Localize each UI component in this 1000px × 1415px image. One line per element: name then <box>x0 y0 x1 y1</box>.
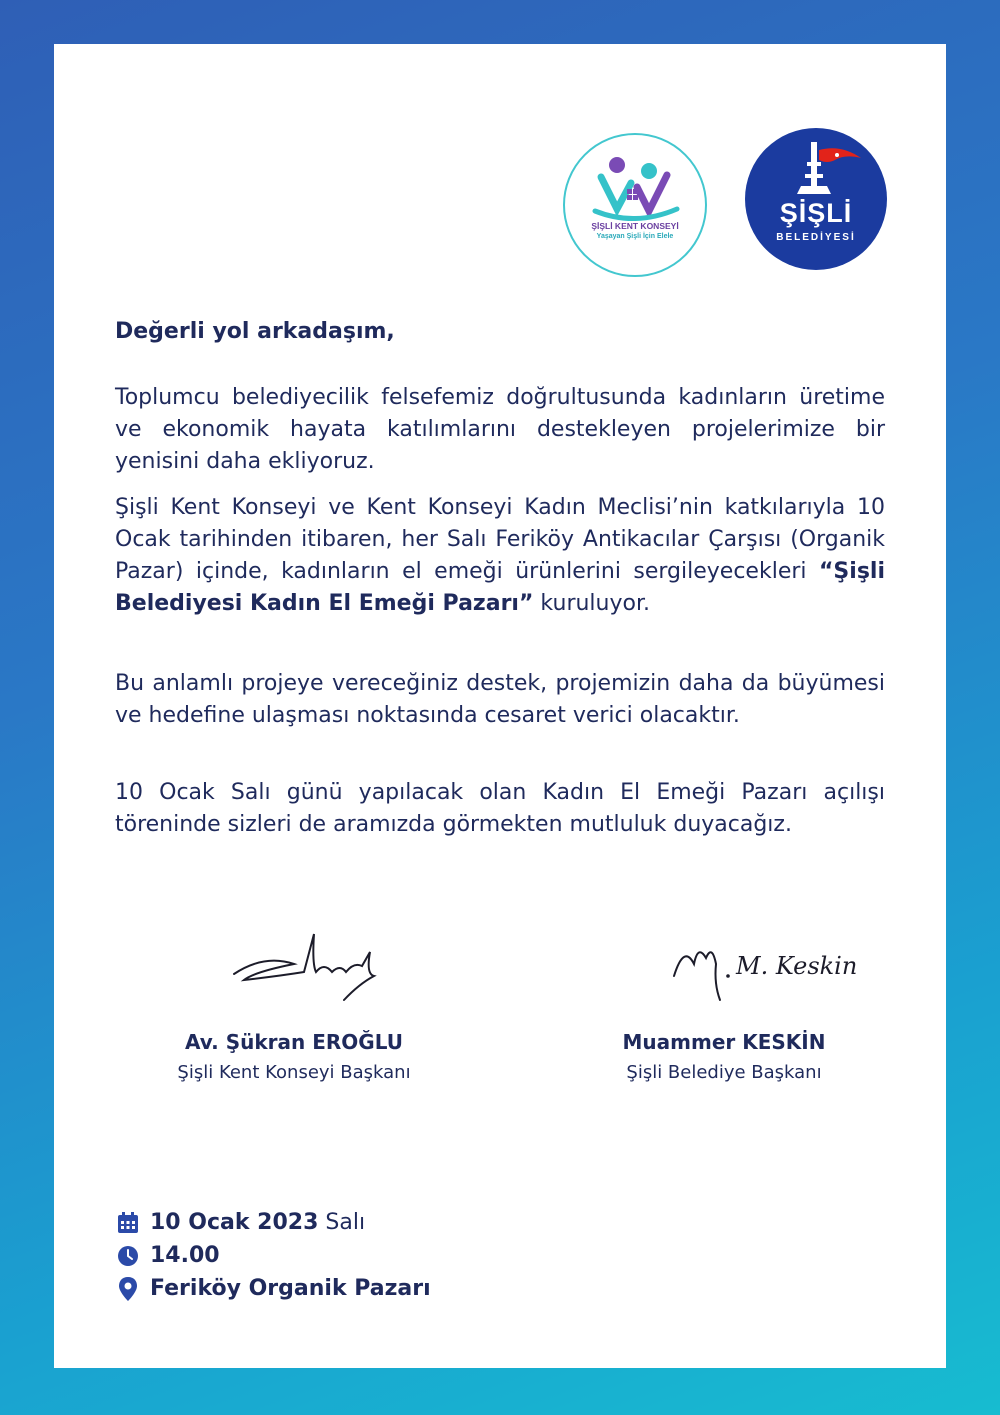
kent-konseyi-logo-slogan: Yaşayan Şişli İçin Elele <box>596 233 674 240</box>
letter-paragraph-2 <box>115 492 885 620</box>
signature-eroglu <box>194 914 394 1014</box>
event-details <box>116 1206 431 1305</box>
signatory-role-eroglu: Şişli Kent Konseyi Başkanı <box>177 1062 411 1083</box>
letter-paragraph-4: 10 Ocak Salı günü yapılacak olan Kadın El Emeği Pazarı açılışı töreninde sizleri de aramızda görmekten mutluluk duyacağız. <box>115 780 885 837</box>
calendar-icon <box>116 1211 140 1235</box>
sisli-belediyesi-logo <box>745 128 887 270</box>
letter-paragraph-3: Bu anlamlı projeye vereceğiniz destek, projemizin daha da büyümesi ve hedefine ulaşması noktasında cesaret verici olacaktır. <box>115 671 885 728</box>
paragraph-2-end: kuruluyor. <box>533 591 650 616</box>
event-location: Feriköy Organik Pazarı <box>150 1276 431 1301</box>
kent-konseyi-logo-name: ŞİŞLİ KENT KONSEYİ <box>591 221 679 231</box>
event-date-row <box>116 1206 431 1239</box>
belediye-logo-subtitle: BELEDİYESİ <box>776 232 856 243</box>
signatory-name-eroglu: Av. Şükran EROĞLU <box>185 1030 403 1054</box>
sisli-kent-konseyi-logo <box>563 133 707 277</box>
event-day: Salı <box>318 1210 366 1235</box>
signature-block-keskin <box>574 914 874 1083</box>
signatory-role-keskin: Şişli Belediye Başkanı <box>626 1062 822 1083</box>
paragraph-2-start: Şişli Kent Konseyi ve Kent Konseyi Kadın Meclisi’nin katkılarıyla 10 Ocak tarihinden itibaren, her Salı Feriköy Antikacılar Çarşısı (Organik Pazar) içinde, kadınların el emeği ürünlerini sergileyecekleri <box>115 495 885 584</box>
map-pin-icon <box>116 1277 140 1301</box>
letter-greeting: Değerli yol arkadaşım, <box>115 319 395 344</box>
signature-block-eroglu <box>144 914 444 1083</box>
keskin-signature-text: M. Keskin <box>736 952 858 980</box>
event-location-row <box>116 1272 431 1305</box>
market-name-highlight: “Şişli Belediyesi Kadın El Emeği Pazarı” <box>115 559 885 616</box>
event-time-row <box>116 1239 431 1272</box>
clock-icon <box>116 1244 140 1268</box>
letter-card <box>54 44 946 1368</box>
letter-paragraph-1: Toplumcu belediyecilik felsefemiz doğrultusunda kadınların üretime ve ekonomik hayata katılımlarını destekleyen projelerimize bir yenisini daha ekliyoruz. <box>115 385 885 474</box>
signature-keskin <box>624 914 858 1014</box>
belediye-logo-name: ŞİŞLİ <box>779 198 853 228</box>
kent-konseyi-emblem <box>565 135 705 275</box>
event-date: 10 Ocak 2023 <box>150 1210 319 1235</box>
event-time: 14.00 <box>150 1243 220 1268</box>
signatory-name-keskin: Muammer KESKİN <box>622 1030 826 1054</box>
